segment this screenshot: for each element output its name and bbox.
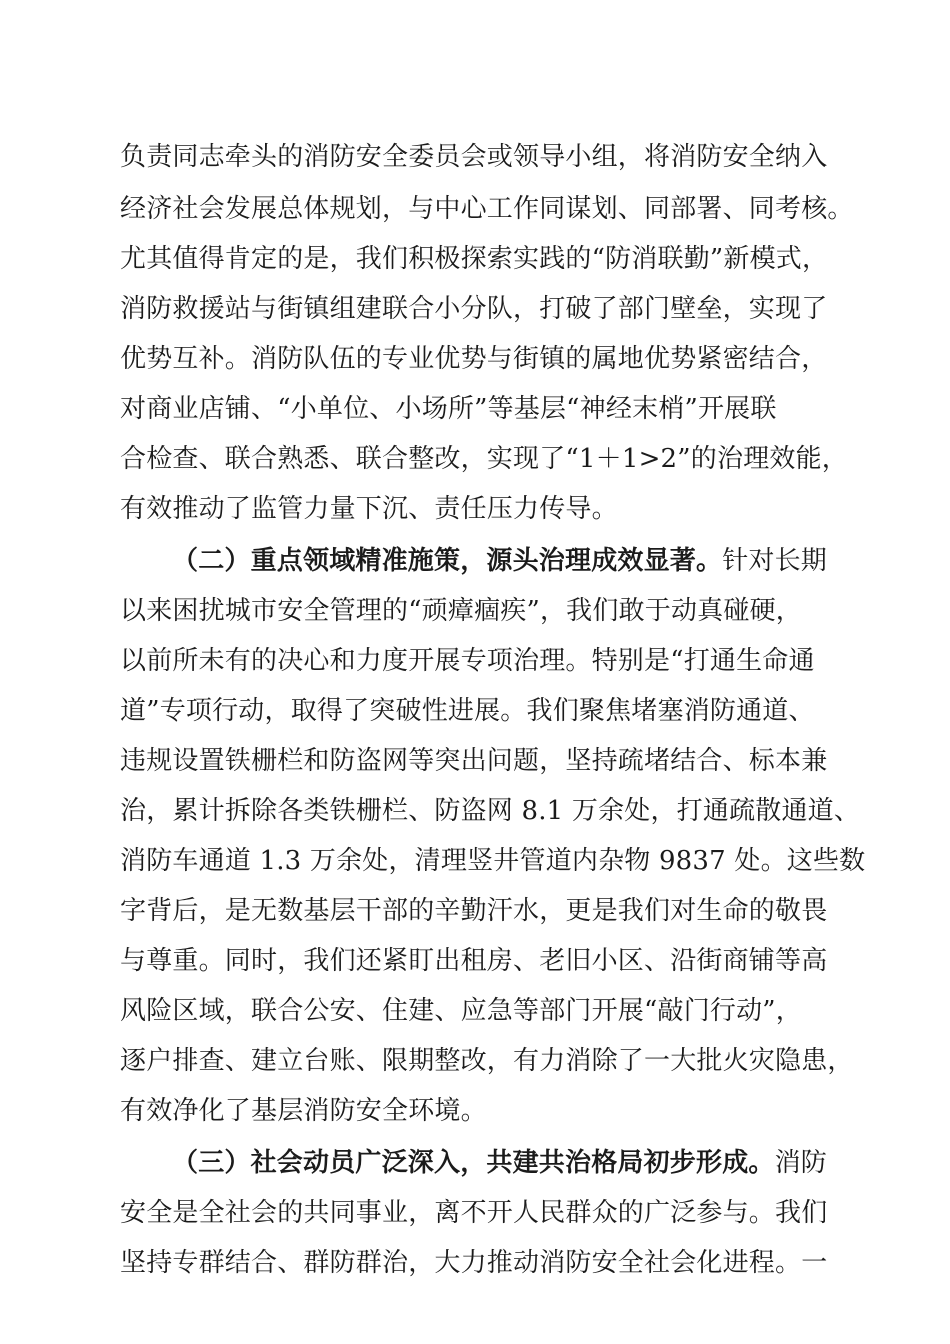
- paragraph-3-first-line-rest: 消防: [774, 1148, 828, 1178]
- paragraph-2-line-2: 以来困扰城市安全管理的“顽瘴痼疾”，我们敢于动真碰硬，: [120, 596, 802, 626]
- paragraph-3-line-2: 安全是全社会的共同事业，离不开人民群众的广泛参与。我们: [120, 1198, 828, 1228]
- paragraph-1-line-3: 尤其值得肯定的是，我们积极探索实践的“防消联勤”新模式，: [120, 244, 829, 274]
- paragraph-2-line-12: 有效净化了基层消防安全环境。: [120, 1096, 487, 1126]
- paragraph-1-line-7: 合检查、联合熟悉、联合整改，实现了“1＋1>2”的治理效能，: [120, 444, 848, 474]
- paragraph-3-heading: （三）社会动员广泛深入，共建共治格局初步形成。: [172, 1148, 775, 1178]
- paragraph-2-first-line-rest: 针对长期: [722, 546, 828, 576]
- paragraph-1-line-1: 负责同志牵头的消防安全委员会或领导小组，将消防安全纳入: [120, 142, 828, 172]
- paragraph-1-line-5: 优势互补。消防队伍的专业优势与街镇的属地优势紧密结合，: [120, 344, 828, 374]
- paragraph-1-line-6: 对商业店铺、“小单位、小场所”等基层“神经末梢”开展联: [120, 394, 777, 424]
- paragraph-2-line-8: 字背后，是无数基层干部的辛勤汗水，更是我们对生命的敬畏: [120, 896, 828, 926]
- paragraph-3-line-1: [172, 1146, 827, 1180]
- paragraph-2-line-4: 道”专项行动，取得了突破性进展。我们聚焦堵塞消防通道、: [120, 696, 815, 726]
- paragraph-2-line-1: [172, 544, 827, 578]
- paragraph-1-line-2: 经济社会发展总体规划，与中心工作同谋划、同部署、同考核。: [120, 194, 854, 224]
- paragraph-2-line-7: 消防车通道 1.3 万余处，清理竖井管道内杂物 9837 处。这些数: [120, 846, 866, 876]
- paragraph-2-heading: （二）重点领域精准施策，源头治理成效显著。: [172, 546, 723, 576]
- paragraph-1-line-4: 消防救援站与街镇组建联合小分队，打破了部门壁垒，实现了: [120, 294, 828, 324]
- paragraph-2-line-11: 逐户排查、建立台账、限期整改，有力消除了一大批火灾隐患，: [120, 1046, 854, 1076]
- paragraph-2-line-6: 治，累计拆除各类铁栅栏、防盗网 8.1 万余处，打通疏散通道、: [120, 796, 861, 826]
- paragraph-2-line-9: 与尊重。同时，我们还紧盯出租房、老旧小区、沿街商铺等高: [120, 946, 828, 976]
- paragraph-2-line-10: 风险区域，联合公安、住建、应急等部门开展“敲门行动”，: [120, 996, 802, 1026]
- paragraph-2-line-3: 以前所未有的决心和力度开展专项治理。特别是“打通生命通: [120, 646, 815, 676]
- paragraph-3-line-3: 坚持专群结合、群防群治，大力推动消防安全社会化进程。一: [120, 1248, 828, 1278]
- paragraph-1-line-8: 有效推动了监管力量下沉、责任压力传导。: [120, 494, 618, 524]
- paragraph-2-line-5: 违规设置铁栅栏和防盗网等突出问题，坚持疏堵结合、标本兼: [120, 746, 828, 776]
